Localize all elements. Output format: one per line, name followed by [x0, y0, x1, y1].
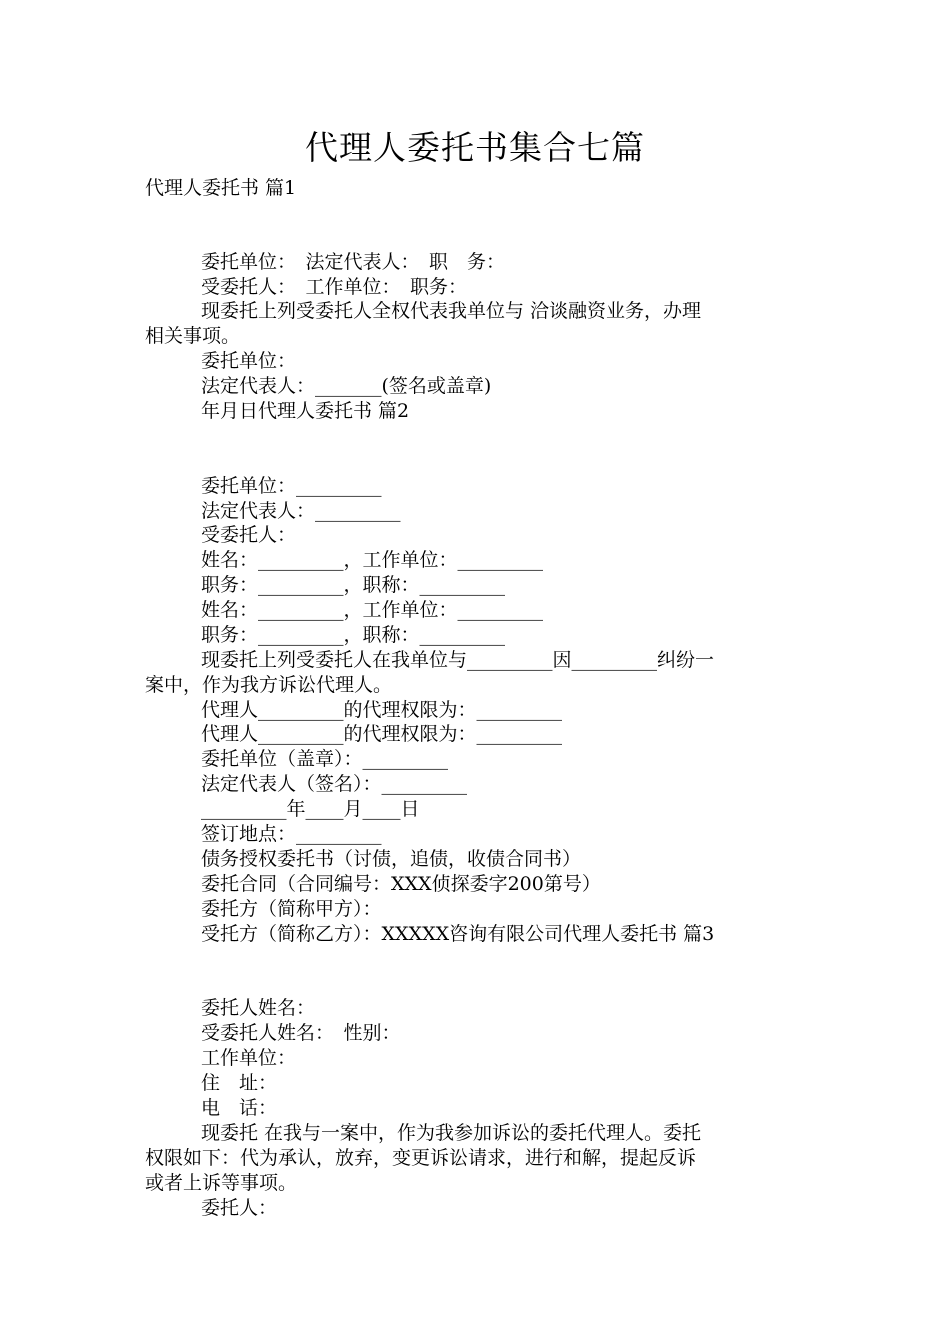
text-line: 法定代表人：_________ — [201, 500, 401, 522]
text-line: 电 话： — [201, 1097, 278, 1119]
text-line: 签订地点：_________ — [201, 823, 382, 845]
text-line: 权限如下：代为承认，放弃，变更诉讼请求，进行和解，提起反诉 — [145, 1147, 697, 1169]
text-line: _________年____月____日 — [201, 798, 420, 820]
text-line: 姓名：_________，工作单位：_________ — [201, 599, 544, 621]
text-line: 受委托人： 工作单位： 职务： — [201, 276, 468, 298]
text-line: 法定代表人（签名）：_________ — [201, 773, 468, 795]
text-line: 住 址： — [201, 1072, 278, 1094]
text-line: 委托单位： — [201, 350, 297, 372]
text-line: 代理人_________的代理权限为：_________ — [201, 723, 563, 745]
text-line: 委托人： — [201, 1197, 278, 1219]
text-line: 债务授权委托书（讨债，追债，收债合同书） — [201, 848, 582, 870]
text-line: 委托单位（盖章）：_________ — [201, 748, 449, 770]
text-line: 职务：_________，职称：_________ — [201, 624, 506, 646]
section-heading-2: 年月日代理人委托书 篇2 — [201, 400, 410, 422]
text-line: 姓名：_________，工作单位：_________ — [201, 549, 544, 571]
text-line: 委托人姓名： — [201, 997, 316, 1019]
text-line: 现委托 在我与一案中，作为我参加诉讼的委托代理人。委托 — [201, 1122, 702, 1144]
text-line: 受委托人姓名： 性别： — [201, 1022, 401, 1044]
text-line: 法定代表人：_______(签名或盖章) — [201, 375, 492, 397]
section-heading-3: 受托方（简称乙方）：XXXXX咨询有限公司代理人委托书 篇3 — [201, 923, 715, 945]
text-line: 委托单位： 法定代表人： 职 务： — [201, 251, 506, 273]
text-line: 代理人_________的代理权限为：_________ — [201, 699, 563, 721]
text-line: 案中，作为我方诉讼代理人。 — [145, 674, 393, 696]
text-line: 或者上诉等事项。 — [145, 1172, 298, 1194]
section-heading-1: 代理人委托书 篇1 — [145, 177, 297, 199]
text-line: 委托单位：_________ — [201, 475, 382, 497]
text-line: 现委托上列受委托人在我单位与_________因_________纠纷一 — [201, 649, 715, 671]
text-line: 委托合同（合同编号：XXX侦探委字200第号） — [201, 873, 601, 895]
text-line: 工作单位： — [201, 1047, 297, 1069]
text-line: 受委托人： — [201, 524, 297, 546]
text-line: 相关事项。 — [145, 325, 241, 347]
text-line: 委托方（简称甲方）： — [201, 898, 382, 920]
document-title: 代理人委托书集合七篇 — [305, 128, 645, 167]
text-line: 现委托上列受委托人全权代表我单位与 洽谈融资业务，办理 — [201, 300, 702, 322]
text-line: 职务：_________，职称：_________ — [201, 574, 506, 596]
